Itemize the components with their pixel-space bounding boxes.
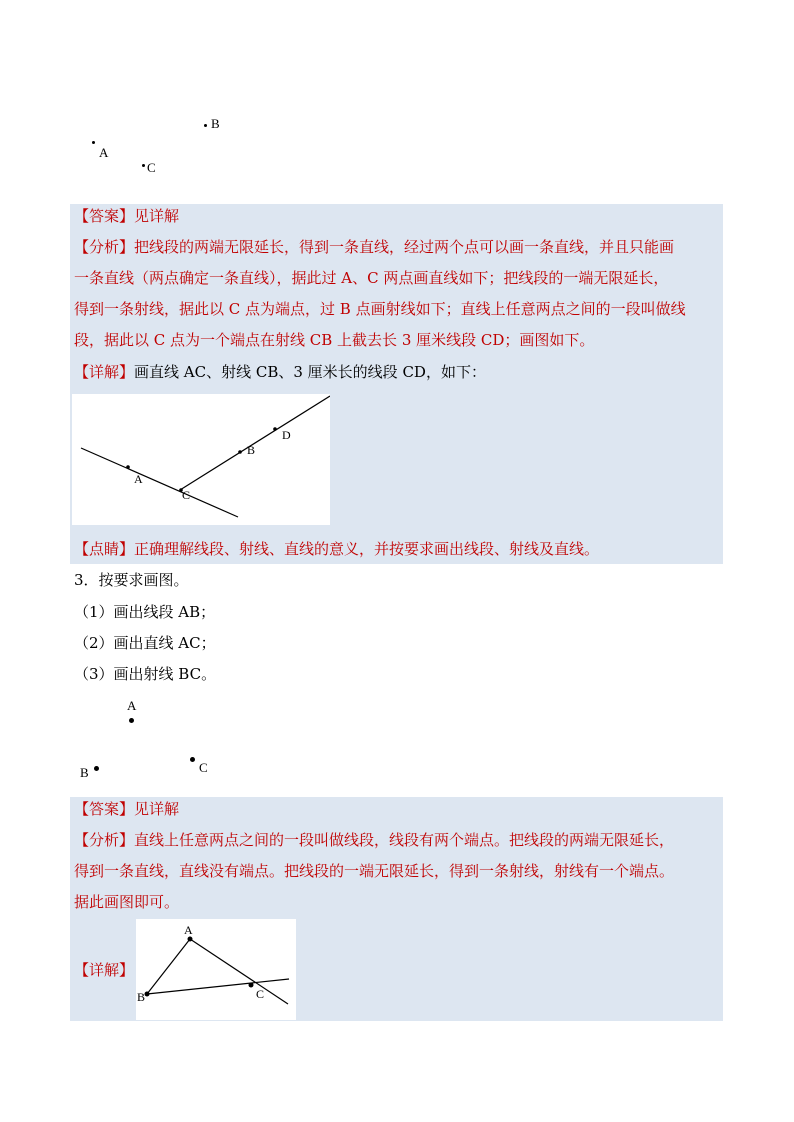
answer-line bbox=[74, 206, 179, 226]
analysis-tag: 【分析】 bbox=[74, 831, 135, 849]
label-c: C bbox=[199, 760, 208, 775]
point-line bbox=[74, 539, 599, 559]
figure-svg bbox=[136, 919, 296, 1020]
label-a: A bbox=[184, 923, 193, 937]
solution-figure-1 bbox=[72, 394, 330, 525]
analysis-line-3: 得到一条射线，据此以 C 点为端点，过 B 点画射线如下；直线上任意两点之间的一段叫做线 bbox=[74, 300, 686, 318]
analysis-line-4: 段，据此以 C 点为一个端点在射线 CB 上截去长 3 厘米线段 CD；画图如下。 bbox=[74, 331, 595, 349]
ray-bc bbox=[147, 979, 289, 994]
point-b bbox=[204, 124, 207, 127]
label-c: C bbox=[256, 987, 265, 1001]
answer-tag: 【答案】 bbox=[74, 207, 135, 225]
question-3-item-1: （1）画出线段 AB； bbox=[74, 603, 216, 621]
point-c bbox=[249, 983, 254, 988]
answer-text: 见详解 bbox=[134, 207, 180, 225]
point-a bbox=[129, 718, 134, 723]
point-b bbox=[238, 450, 242, 454]
label-a: A bbox=[127, 698, 137, 713]
point-c bbox=[142, 164, 145, 167]
line-ac bbox=[190, 939, 288, 1004]
label-d: D bbox=[282, 428, 291, 442]
analysis-2-line-3: 据此画图即可。 bbox=[74, 893, 180, 911]
answer-text: 见详解 bbox=[134, 800, 180, 818]
analysis-line-1 bbox=[74, 237, 674, 257]
question-3-item-3: （3）画出射线 BC。 bbox=[74, 665, 217, 683]
label-b: B bbox=[247, 443, 256, 457]
analysis-tag: 【分析】 bbox=[74, 238, 135, 256]
segment-ab bbox=[147, 939, 190, 994]
question-3-item-2: （2）画出直线 AC； bbox=[74, 634, 216, 652]
label-c: C bbox=[182, 488, 191, 502]
detail-text: 画直线 AC、射线 CB、3 厘米长的线段 CD，如下： bbox=[134, 363, 486, 381]
point-d bbox=[273, 427, 277, 431]
label-b: B bbox=[137, 990, 146, 1004]
detail-tag: 【详解】 bbox=[74, 961, 135, 979]
answer-tag: 【答案】 bbox=[74, 800, 135, 818]
detail-line bbox=[74, 362, 486, 382]
label-b: B bbox=[211, 116, 220, 131]
point-b bbox=[145, 992, 150, 997]
point-text: 正确理解线段、射线、直线的意义，并按要求画出线段、射线及直线。 bbox=[134, 540, 600, 558]
detail-line-2 bbox=[74, 960, 134, 980]
analysis-line-2: 一条直线（两点确定一条直线），据此过 A、C 两点画直线如下；把线段的一端无限延长， bbox=[74, 269, 669, 287]
point-tag: 【点睛】 bbox=[74, 540, 135, 558]
question-3-title: 3．按要求画图。 bbox=[74, 571, 189, 589]
analysis-text: 直线上任意两点之间的一段叫做线段，线段有两个端点。把线段的两端无限延长， bbox=[134, 831, 675, 849]
analysis-2-line-2: 得到一条直线，直线没有端点。把线段的一端无限延长，得到一条射线，射线有一个端点。 bbox=[74, 862, 675, 880]
label-a: A bbox=[134, 472, 143, 486]
point-c bbox=[190, 757, 195, 762]
analysis-text: 把线段的两端无限延长，得到一条直线，经过两个点可以画一条直线，并且只能画 bbox=[134, 238, 675, 256]
solution-figure-2 bbox=[136, 919, 296, 1020]
label-b: B bbox=[80, 765, 89, 780]
line-ac bbox=[81, 448, 238, 517]
point-b bbox=[94, 766, 99, 771]
figure-svg bbox=[72, 394, 330, 525]
point-a bbox=[188, 937, 193, 942]
label-a: A bbox=[99, 145, 109, 160]
detail-tag: 【详解】 bbox=[74, 363, 135, 381]
point-a bbox=[92, 141, 95, 144]
label-c: C bbox=[147, 160, 156, 175]
answer-line-2 bbox=[74, 799, 179, 819]
analysis-2-line-1 bbox=[74, 830, 674, 850]
point-a bbox=[126, 465, 130, 469]
